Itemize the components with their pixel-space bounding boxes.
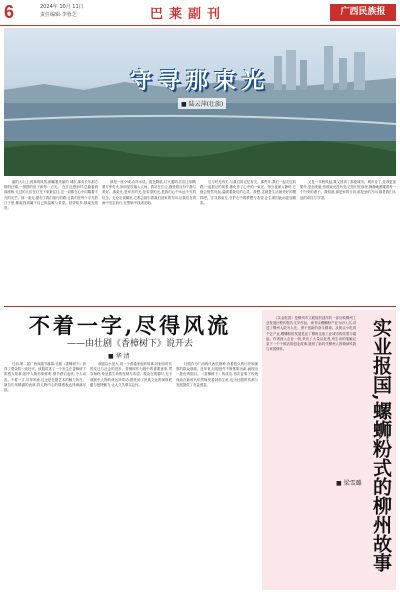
issue-date: 2024年 10月 11日 <box>40 4 84 10</box>
article1-text: 又是一年秋风起,我又回到了那座城市。城市变了,变得更加繁华,更加美丽;但那束光没有变,它依旧在那里,静静地照耀着每一个归来的游子。我知道,那是家的方向,那是爱的方向,那是我们永远的牵挂与守望。 <box>300 180 396 200</box>
article2-text: 日前,第二届广西戏剧节落幕,壮剧《香樟树下》获得了观众的一致好评。该剧讲述了一个发生在香樟树下的感人故事,剧中人物形象鲜明,情节跌宕起伏,令人动容。不着一字,尽得风流,这正是壮剧艺术的魅力所在。演员们用精湛的表演,将人物内心的情感表达得淋漓尽致。 <box>4 362 86 393</box>
article2-title: 不着一字,尽得风流 <box>28 313 232 338</box>
page-number: 6 <box>4 2 15 22</box>
responsible-editor: 责任编辑·李蓉芝 <box>40 12 77 18</box>
article3-author: ■ 梁雪璐 <box>336 480 362 487</box>
article2-text: 该剧以小见大,用一个普通家庭的故事,折射出时代的变迁与社会的进步。香樟树作为剧中的重要意象,贯穿始终,象征着生命的坚韧与希望。观众在观看时,无不被剧中人物的命运所牵动,感受到了民族文化的深厚底蕴与独特魅力,让人久久难以忘怀。 <box>90 362 172 387</box>
article1-text: 那是一座小城,山环水绕。夜色降临,灯火通明,江面上倒映着万家灯火,如同星辰落入人间。我站在江边,感受着这份宁静与美好。那束光,是家乡的光,是希望的光,是我们心中永远不灭的信念。无论走到哪里,它都会指引着我们回家的方向,让我们在风雨中坚定前行,在黑暗中找到光明。 <box>102 180 196 205</box>
article1-column-2 <box>102 180 196 304</box>
article2-column-3 <box>176 362 258 588</box>
section-divider <box>4 306 396 307</box>
article1-column-1 <box>4 180 98 304</box>
article1-author: ■ 陆云萍(壮族) <box>178 98 226 109</box>
article1-column-3 <box>200 180 296 304</box>
article2-author: ■ 华 清 <box>108 353 130 360</box>
article1-text: 它与时光有关,与我们的记忆有关。那些年,我们一起走过的路,一起看过的风景,都化作了心中的一束光。每当夜深人静时,它便会悄然亮起,温暖着我们的心灵。我想,这就是生活最美好的模样吧。守寻那束光,守护心中的梦想与希望,让生命因此而更加精彩。 <box>200 180 296 205</box>
article2-column-2 <box>90 362 172 588</box>
article1-column-4 <box>300 180 396 304</box>
article3-title: 实业报国,螺蛳粉式的柳州故事 <box>370 318 392 572</box>
article1-text: 丽的大山上,树林的风景,俯瞰着美丽的 城市,那有长年那方格的壮锦,一排排的房子和每一点光。 在江边漫步时,总能看到那座桥,走过的人们在灯光下来来往往,这一切都在心中闪耀着不灭的光芒。那一束光,照亮了我们前行的路,让我们在每个平凡的日子里,都能找到属于自己的温暖与希望。回望故乡,那束光依旧。 <box>4 180 98 211</box>
article3-column <box>266 316 356 586</box>
page-header <box>0 0 400 26</box>
newspaper-name: 广西民族报 <box>330 4 396 21</box>
article2-text: 壮剧作为广西的代表性剧种,有着悠久的历史和深厚的群众基础。近年来,壮剧创作不断推陈出新,涌现出一批优秀剧目。《香樟树下》的成功,再次证明了传统戏曲在新时代依然焕发着勃勃生机,也为壮剧的传承与发展提供了有益借鉴。 <box>176 362 258 387</box>
article3-text: 《实业报国》是柳州市文联组织创作的一部反映柳州工业发展历程的报告文学作品。该书以螺蛳粉产业为切入点,讲述了柳州人敢为人先、勇于创新的奋斗精神。从街头小吃到千亿产业,螺蛳粉的发展见证了柳州这座工业城市的转型与崛起。作者深入企业一线,采访了大量从业者,用生动的笔触记录下一个个鲜活的创业故事,展现了新时代柳州人的精神风貌与家国情怀。 <box>266 316 356 352</box>
hero-photo <box>4 28 396 176</box>
section-title: 巴莱副刊 <box>150 7 227 22</box>
article2-column-1 <box>4 362 86 588</box>
article2-subtitle: ——由壮剧《香樟树下》说开去 <box>66 339 193 349</box>
article1-title: 守寻那束光 <box>129 69 270 94</box>
